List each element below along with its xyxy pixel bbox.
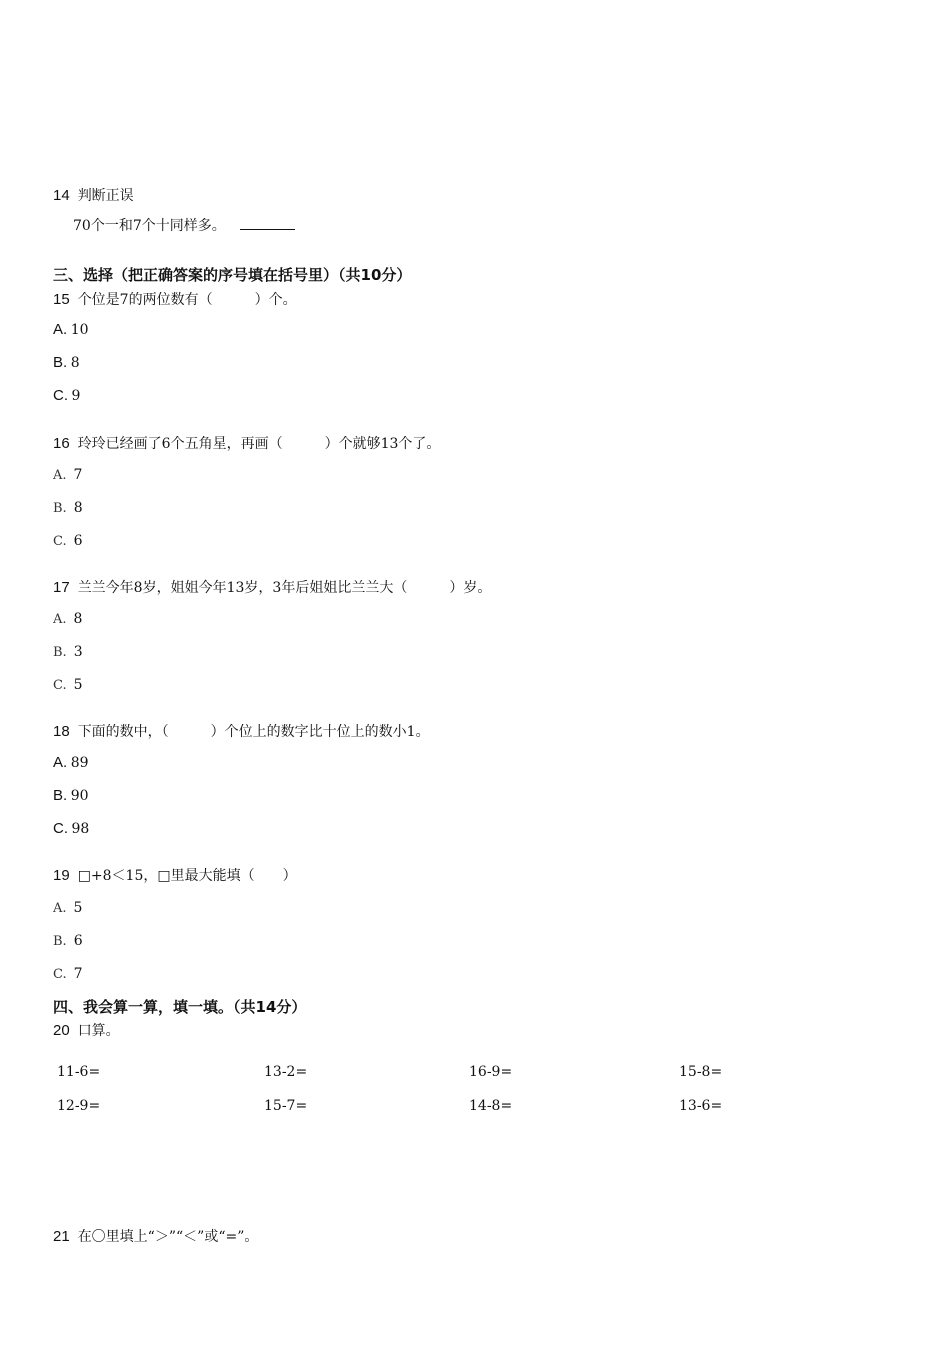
option-value: 5: [73, 677, 83, 693]
question-text: 个位是7的两位数有（ ）个。: [77, 292, 297, 308]
statement-text: 70个一和7个十同样多。: [73, 218, 226, 234]
option-label: B.: [53, 934, 67, 949]
question-title: 口算。: [77, 1023, 120, 1039]
option-label: B.: [53, 501, 67, 516]
option-value: 7: [73, 467, 83, 483]
option-label: B.: [53, 354, 68, 371]
question-15: [53, 290, 297, 310]
option-label: C.: [53, 387, 68, 404]
option-value: 89: [70, 755, 89, 771]
question-number: 16: [53, 435, 70, 452]
question-number: 14: [53, 187, 70, 204]
option-value: 3: [73, 644, 83, 660]
option-label: A.: [53, 901, 67, 916]
calc-item: 15-8=: [679, 1064, 723, 1080]
option-c[interactable]: [53, 819, 89, 840]
question-text: □+8＜15，□里最大能填（ ）: [77, 868, 297, 884]
calc-item: 12-9=: [57, 1098, 101, 1114]
question-number: 17: [53, 579, 70, 596]
question-19: [53, 866, 297, 886]
option-c[interactable]: [53, 531, 83, 552]
option-value: 8: [73, 611, 83, 627]
question-17: [53, 578, 491, 598]
option-value: 98: [71, 821, 90, 837]
option-value: 8: [73, 500, 83, 516]
option-label: C.: [53, 967, 67, 982]
option-c[interactable]: [53, 964, 83, 985]
option-value: 7: [73, 966, 83, 982]
option-label: C.: [53, 820, 68, 837]
calc-item: 13-2=: [264, 1064, 308, 1080]
option-label: C.: [53, 534, 67, 549]
question-20: [53, 1021, 120, 1041]
calc-item: 13-6=: [679, 1098, 723, 1114]
option-b[interactable]: [53, 786, 89, 807]
question-number: 21: [53, 1228, 70, 1245]
option-a[interactable]: [53, 898, 82, 919]
question-number: 15: [53, 291, 70, 308]
option-b[interactable]: [53, 642, 83, 663]
calc-item: 16-9=: [469, 1064, 513, 1080]
section-title-4: 四、我会算一算，填一填。（共14分）: [53, 998, 307, 1016]
calc-item: 11-6=: [57, 1064, 101, 1080]
calc-item: 14-8=: [469, 1098, 513, 1114]
option-a[interactable]: [53, 320, 89, 341]
question-14: [53, 186, 134, 206]
option-a[interactable]: [53, 609, 82, 630]
option-value: 6: [73, 933, 83, 949]
option-value: 5: [73, 900, 83, 916]
question-text: 在〇里填上“＞”“＜”或“=”。: [77, 1229, 259, 1245]
option-value: 6: [73, 533, 83, 549]
option-b[interactable]: [53, 498, 83, 519]
option-label: C.: [53, 678, 67, 693]
question-title: 判断正误: [77, 188, 134, 204]
option-value: 90: [70, 788, 89, 804]
question-14-statement: [73, 215, 295, 236]
question-number: 19: [53, 867, 70, 884]
option-c[interactable]: [53, 675, 83, 696]
option-a[interactable]: [53, 465, 82, 486]
option-label: A.: [53, 321, 68, 338]
option-label: A.: [53, 612, 67, 627]
question-number: 18: [53, 723, 70, 740]
calc-item: 15-7=: [264, 1098, 308, 1114]
question-number: 20: [53, 1022, 70, 1039]
option-label: A.: [53, 468, 67, 483]
option-a[interactable]: [53, 753, 89, 774]
option-value: 9: [71, 388, 81, 404]
option-b[interactable]: [53, 353, 80, 374]
option-label: B.: [53, 645, 67, 660]
question-21: [53, 1227, 258, 1247]
question-16: [53, 434, 440, 454]
option-value: 8: [70, 355, 80, 371]
answer-blank[interactable]: [240, 215, 295, 230]
option-c[interactable]: [53, 386, 80, 407]
section-title-3: 三、选择（把正确答案的序号填在括号里）（共10分）: [53, 266, 412, 284]
option-label: A.: [53, 754, 68, 771]
question-text: 下面的数中，（ ）个位上的数字比十位上的数小1。: [77, 724, 430, 740]
question-text: 玲玲已经画了6个五角星，再画（ ）个就够13个了。: [77, 436, 441, 452]
option-value: 10: [70, 322, 89, 338]
question-text: 兰兰今年8岁，姐姐今年13岁，3年后姐姐比兰兰大（ ）岁。: [77, 580, 492, 596]
option-label: B.: [53, 787, 68, 804]
option-b[interactable]: [53, 931, 83, 952]
question-18: [53, 722, 430, 742]
